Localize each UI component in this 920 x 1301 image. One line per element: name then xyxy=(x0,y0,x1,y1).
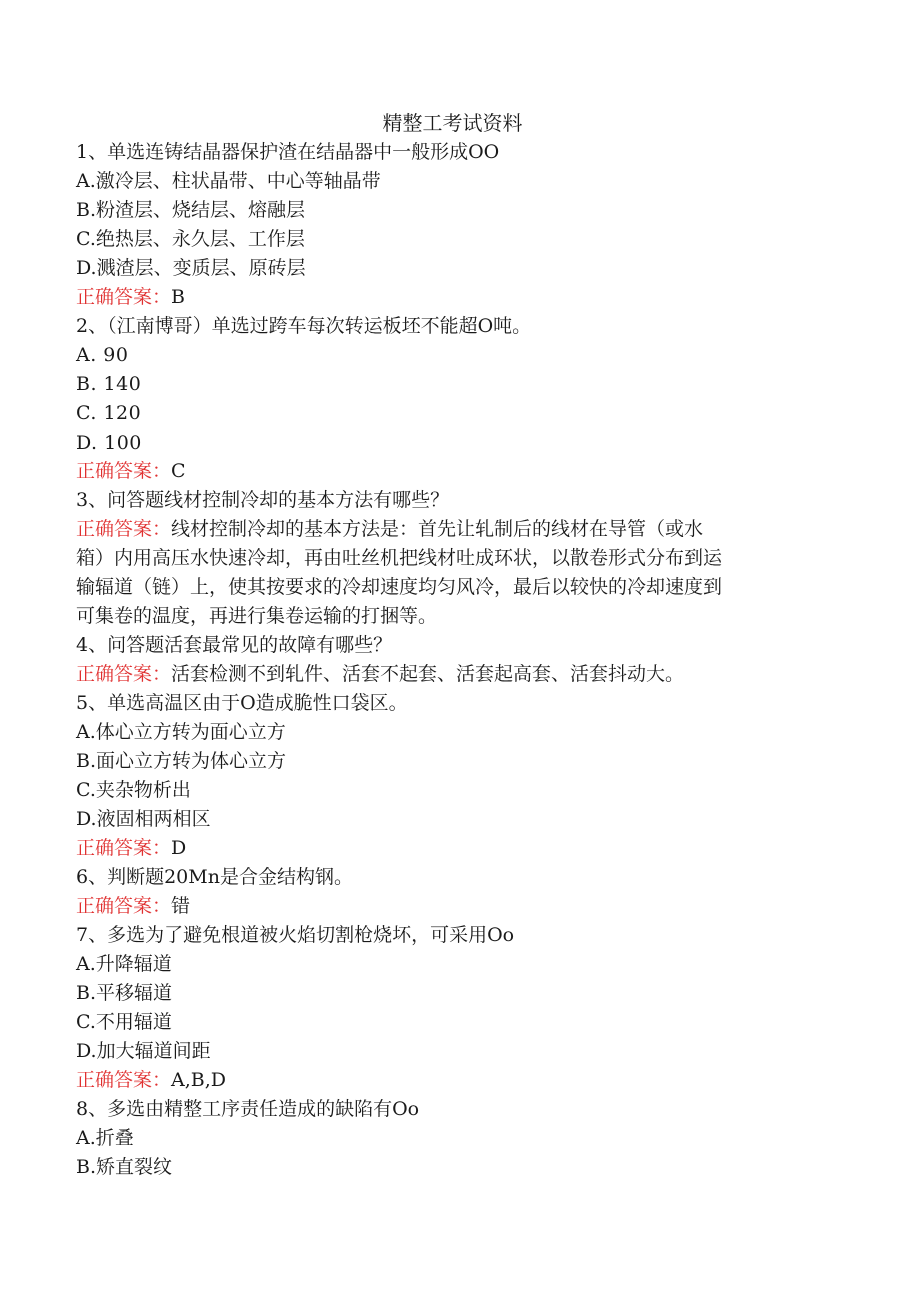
question-3-answer-line-2: 箱）内用高压水快速冷却，再由吐丝机把线材吐成环状，以散卷形式分布到运 xyxy=(76,547,723,569)
question-6-answer xyxy=(76,892,190,921)
question-2-answer xyxy=(76,457,186,486)
question-4-answer xyxy=(76,660,684,689)
question-8-option-a: A.折叠 xyxy=(76,1127,134,1149)
question-1-option-d: D.溅渣层、变质层、原砖层 xyxy=(76,257,306,279)
answer-value: A,B,D xyxy=(171,1069,227,1091)
question-6-stem: 6、判断题20Mn是合金结构钢。 xyxy=(76,866,353,888)
question-1-option-c: C.绝热层、永久层、工作层 xyxy=(76,228,305,250)
question-7-stem: 7、多选为了避免根道被火焰切割枪烧坏，可采用Oo xyxy=(76,924,515,946)
question-3-answer-line-4: 可集卷的温度，再进行集卷运输的打捆等。 xyxy=(76,605,438,627)
question-2-option-b: B. 140 xyxy=(76,373,142,395)
question-2-option-c: C. 120 xyxy=(76,402,142,424)
answer-value: 线材控制冷却的基本方法是：首先让轧制后的线材在导管（或水 xyxy=(171,518,704,540)
answer-label: 正确答案： xyxy=(76,518,172,540)
question-4-stem: 4、问答题活套最常见的故障有哪些？ xyxy=(76,634,393,656)
question-5-option-c: C.夹杂物析出 xyxy=(76,779,191,801)
question-3-answer xyxy=(76,515,703,544)
answer-label: 正确答案： xyxy=(76,460,172,482)
question-5-stem: 5、单选高温区由于O造成脆性口袋区。 xyxy=(76,692,408,714)
answer-label: 正确答案： xyxy=(76,286,172,308)
question-5-option-d: D.液固相两相区 xyxy=(76,808,211,830)
question-8-option-b: B.矫直裂纹 xyxy=(76,1156,173,1178)
answer-label: 正确答案： xyxy=(76,1069,172,1091)
answer-label: 正确答案： xyxy=(76,663,172,685)
question-2-option-a: A. 90 xyxy=(76,344,129,366)
question-3-answer-line-3: 输辐道（链）上，使其按要求的冷却速度均匀风冷，最后以较快的冷却速度到 xyxy=(76,576,723,598)
question-1-answer xyxy=(76,283,185,312)
question-7-option-b: B.平移辐道 xyxy=(76,982,173,1004)
answer-value: 活套检测不到轧件、活套不起套、活套起高套、活套抖动大。 xyxy=(171,663,685,685)
question-2-stem: 2、（江南博哥）单选过跨车每次转运板坯不能超O吨。 xyxy=(76,315,532,337)
answer-value: 错 xyxy=(171,895,191,917)
question-1-option-b: B.粉渣层、烧结层、熔融层 xyxy=(76,199,306,221)
question-2-option-d: D. 100 xyxy=(76,432,142,454)
answer-value: D xyxy=(171,837,187,859)
question-5-option-b: B.面心立方转为体心立方 xyxy=(76,750,287,772)
question-1-stem: 1、单选连铸结晶器保护渣在结晶器中一般形成OO xyxy=(76,141,500,163)
document-title: 精整工考试资料 xyxy=(382,111,523,135)
question-5-option-a: A.体心立方转为面心立方 xyxy=(76,721,286,743)
answer-value: B xyxy=(171,286,185,308)
question-5-answer xyxy=(76,834,186,863)
question-7-option-d: D.加大辐道间距 xyxy=(76,1040,211,1062)
answer-label: 正确答案： xyxy=(76,895,172,917)
answer-value: C xyxy=(171,460,186,482)
question-1-option-a: A.激冷层、柱状晶带、中心等轴晶带 xyxy=(76,170,381,192)
question-7-option-a: A.升降辐道 xyxy=(76,953,172,975)
question-7-option-c: C.不用辐道 xyxy=(76,1011,172,1033)
question-8-stem: 8、多选由精整工序责任造成的缺陷有Oo xyxy=(76,1098,420,1120)
answer-label: 正确答案： xyxy=(76,837,172,859)
question-7-answer xyxy=(76,1066,226,1095)
question-3-stem: 3、问答题线材控制冷却的基本方法有哪些？ xyxy=(76,489,450,511)
